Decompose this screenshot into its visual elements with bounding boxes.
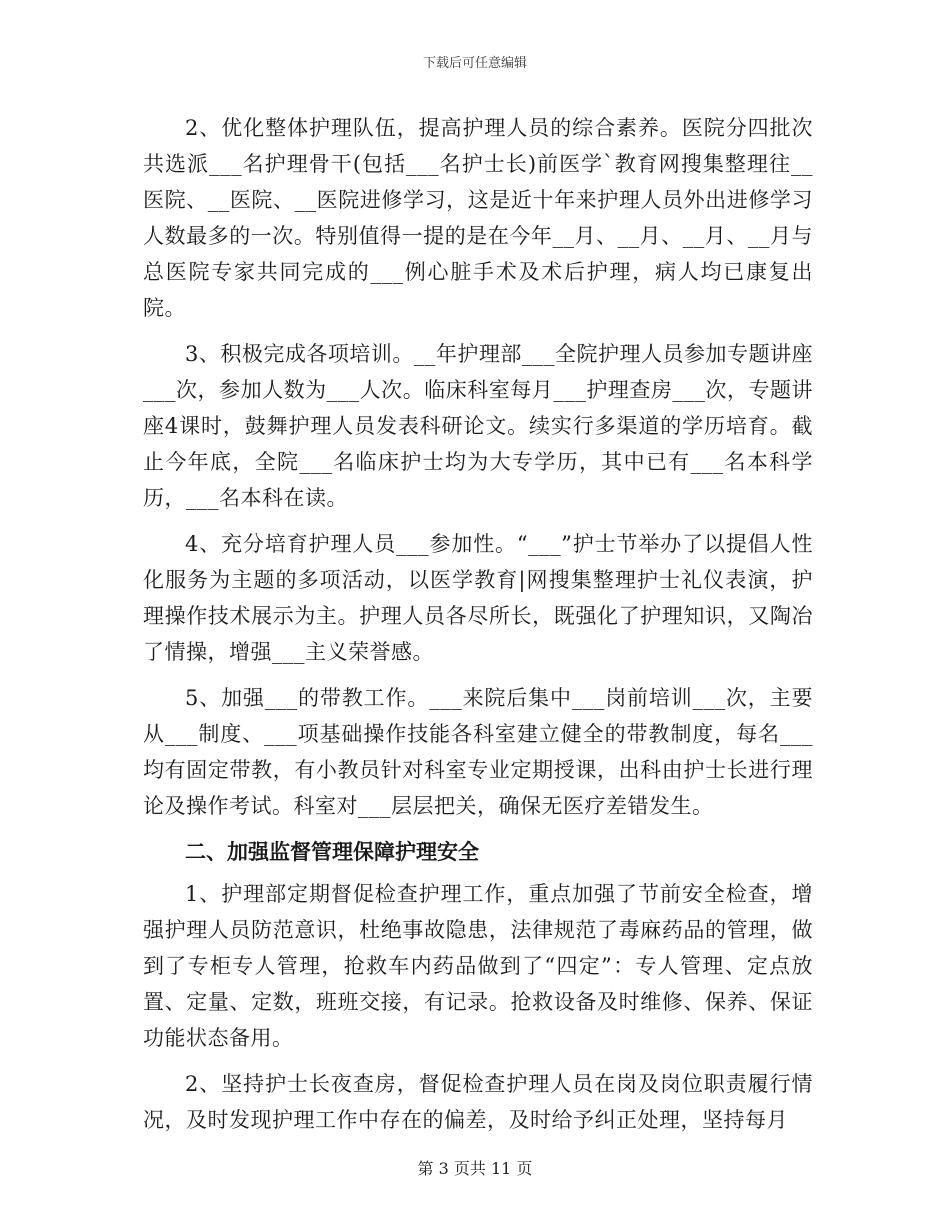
section-heading: 二、加强监督管理保障护理安全: [185, 840, 479, 864]
paragraph: 2、优化整体护理队伍，提高护理人员的综合素养。医院分四批次共选派___名护理骨干(包括___名护士长)前医学`教育网搜集整理往__医院、__医院、__医院进修学习，这是近十年来护理人员外出进修学习人数最多的一次。特别值得一提的是在今年__月、__月、__月、__月与总医院专家共同完成的___例心脏手术及术后护理，病人均已康复出院。: [143, 116, 813, 320]
paragraph: 1、护理部定期督促检查护理工作，重点加强了节前安全检查，增强护理人员防范意识，杜绝事故隐患，法律规范了毒麻药品的管理，做到了专柜专人管理，抢救车内药品做到了“四定”：专人管理、定点放置、定量、定数，班班交接，有记录。抢救设备及时维修、保养、保证功能状态备用。: [143, 882, 813, 1050]
paragraph: 2、坚持护士长夜查房，督促检查护理人员在岗及岗位职责履行情况，及时发现护理工作中存在的偏差，及时给予纠正处理，坚持每月: [143, 1072, 813, 1132]
paragraph: 3、积极完成各项培训。__年护理部___全院护理人员参加专题讲座___次，参加人数为___人次。临床科室每月___护理查房___次，专题讲座4课时，鼓舞护理人员发表科研论文。续实行多渠道的学历培育。截止今年底，全院___名临床护士均为大专学历，其中已有___名本科学历，___名本科在读。: [143, 342, 813, 510]
paragraph: 4、充分培育护理人员___参加性。“___”护士节举办了以提倡人性化服务为主题的多项活动，以医学教育|网搜集整理护士礼仪表演，护理操作技术展示为主。护理人员各尽所长，既强化了护理知识，又陶冶了情操，增强___主义荣誉感。: [143, 532, 813, 664]
page-footer: 第 3 页共 11 页: [417, 1159, 533, 1178]
paragraph: 5、加强___的带教工作。___来院后集中___岗前培训___次，主要从___制度、___项基础操作技能各科室建立健全的带教制度，每名___均有固定带教，有小教员针对科室专业定期授课，出科由护士长进行理论及操作考试。科室对___层层把关，确保无医疗差错发生。: [143, 686, 813, 818]
page-header: 下载后可任意编辑: [422, 56, 527, 71]
document-body: [143, 110, 813, 1148]
